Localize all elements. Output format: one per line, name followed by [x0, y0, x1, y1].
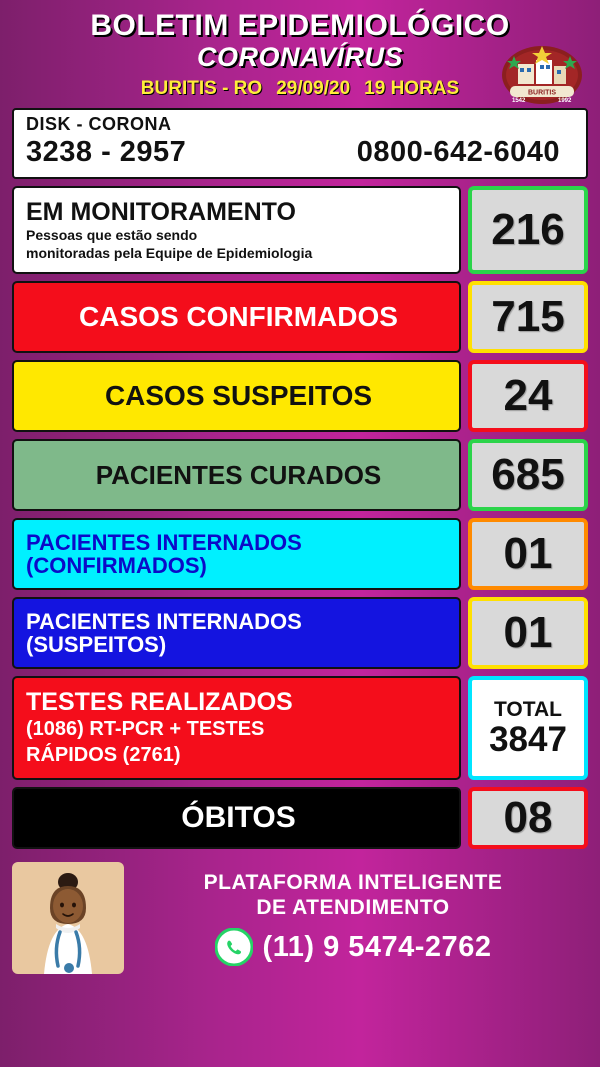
platform-line2: DE ATENDIMENTO [256, 896, 450, 920]
row-label-obitos [12, 787, 461, 849]
row-testes-realizados [12, 676, 588, 780]
row-title-testes-realizados: TESTES REALIZADOS [26, 688, 293, 717]
row-title-line1-internados-confirmados: PACIENTES INTERNADOS [26, 530, 302, 556]
row-value-box-casos-confirmados [468, 281, 588, 353]
city-label: BURITIS - RO [140, 78, 263, 100]
row-title-obitos: ÓBITOS [181, 801, 296, 835]
row-pacientes-curados [12, 439, 588, 511]
row-subtitle-line2-em-monitoramento: monitoradas pela Equipe de Epidemiologia [26, 245, 313, 262]
row-value-obitos: 08 [503, 793, 553, 843]
svg-text:1992: 1992 [558, 98, 572, 104]
row-casos-suspeitos [12, 360, 588, 432]
row-em-monitoramento [12, 186, 588, 274]
date-label: 29/09/20 [276, 78, 351, 100]
disk-corona-numbers [26, 136, 576, 169]
city-coat-of-arms-icon [500, 44, 584, 106]
row-value-casos-suspeitos: 24 [503, 371, 553, 421]
row-value-testes-realizados: 3847 [489, 720, 567, 760]
row-value-caption-testes: TOTAL [493, 698, 563, 722]
row-label-testes-realizados [12, 676, 461, 780]
row-value-box-internados-suspeitos [468, 597, 588, 669]
row-title-casos-confirmados: CASOS CONFIRMADOS [79, 301, 398, 333]
footer-text-block [124, 870, 588, 966]
row-title-line1-internados-suspeitos: PACIENTES INTERNADOS [26, 609, 302, 635]
row-label-casos-confirmados [12, 281, 461, 353]
row-value-em-monitoramento: 216 [491, 205, 565, 255]
row-value-box-casos-suspeitos [468, 360, 588, 432]
disk-corona-phone-1[interactable]: 3238 - 2957 [26, 136, 187, 169]
row-obitos [12, 787, 588, 849]
disk-corona-panel [12, 108, 588, 179]
row-label-pacientes-internados-confirmados [12, 518, 461, 590]
whatsapp-phone-number[interactable]: (11) 9 5474-2762 [262, 930, 492, 963]
row-value-pacientes-curados: 685 [491, 450, 565, 500]
row-value-box-em-monitoramento [468, 186, 588, 274]
row-subtitle-line1-em-monitoramento: Pessoas que estão sendo [26, 227, 198, 244]
row-label-pacientes-curados [12, 439, 461, 511]
row-label-casos-suspeitos [12, 360, 461, 432]
row-value-internados-confirmados: 01 [503, 529, 553, 579]
row-label-em-monitoramento [12, 186, 461, 274]
poster-footer [12, 859, 588, 977]
platform-line1: PLATAFORMA INTELIGENTE [203, 871, 503, 894]
row-subtitle-line2-testes: RÁPIDOS (2761) [26, 744, 181, 767]
poster-title-line2: CORONAVÍRUS [196, 41, 403, 72]
nurse-illustration-icon [12, 862, 124, 974]
row-value-box-pacientes-curados [468, 439, 588, 511]
row-casos-confirmados [12, 281, 588, 353]
row-value-casos-confirmados: 715 [491, 292, 565, 342]
row-title-casos-suspeitos: CASOS SUSPEITOS [104, 380, 373, 412]
svg-text:BURITIS: BURITIS [528, 89, 556, 97]
row-label-pacientes-internados-suspeitos [12, 597, 461, 669]
row-value-box-obitos [468, 787, 588, 849]
whatsapp-icon [215, 928, 253, 966]
svg-text:1542: 1542 [512, 98, 526, 104]
row-value-box-testes-realizados [468, 676, 588, 780]
row-title-line2-internados-confirmados: (CONFIRMADOS) [26, 553, 207, 579]
row-pacientes-internados-suspeitos [12, 597, 588, 669]
row-title-em-monitoramento: EM MONITORAMENTO [26, 197, 296, 226]
row-value-box-internados-confirmados [468, 518, 588, 590]
poster-header [12, 9, 588, 104]
whatsapp-contact[interactable] [124, 928, 582, 966]
time-label: 19 HORAS [364, 78, 460, 100]
disk-corona-phone-2[interactable]: 0800-642-6040 [356, 136, 560, 169]
row-title-line2-internados-suspeitos: (SUSPEITOS) [26, 632, 167, 658]
row-value-internados-suspeitos: 01 [503, 608, 553, 658]
row-title-pacientes-curados: PACIENTES CURADOS [95, 459, 382, 490]
row-subtitle-line1-testes: (1086) RT-PCR + TESTES [26, 718, 265, 741]
row-pacientes-internados-confirmados [12, 518, 588, 590]
disk-corona-label: DISK - CORONA [26, 114, 172, 135]
poster-title-line1: BOLETIM EPIDEMIOLÓGICO [90, 9, 510, 42]
